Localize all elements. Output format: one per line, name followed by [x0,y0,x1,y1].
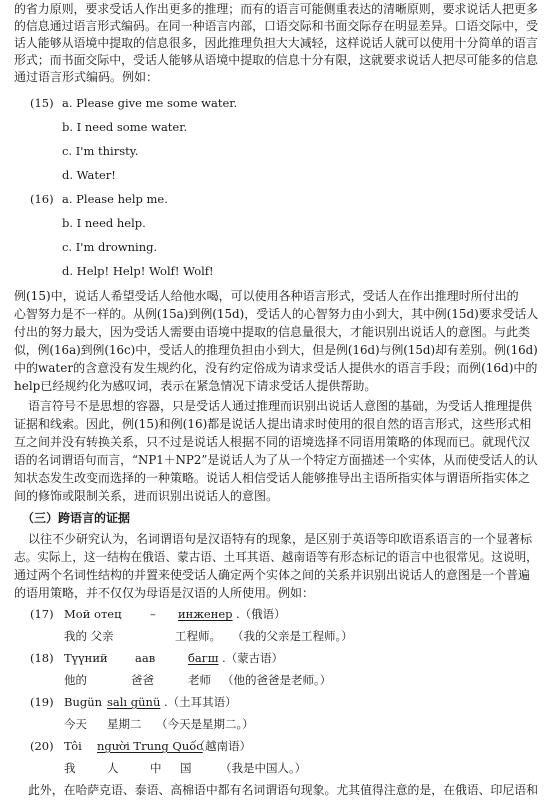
example-item: d. Help! Help! Wolf! Wolf! [62,264,214,278]
text-line: 通过两个名词性结构的并置来使受话人确定两个实体之间的关系并识别出说话人的意图是一个普遍 [14,568,531,582]
example-item: c. I'm drowning. [62,240,158,254]
foreign-word: аав [135,651,156,665]
text-line: 语言符号不是思想的容器，只是受话人通过推理而识别出说话人意图的基础，为受话人推理提供 [28,399,533,413]
gloss: 人 [107,761,119,775]
text-line: 通过语言形式编码。例如： [14,70,159,84]
example-item: c. I'm thirsty. [62,144,139,158]
language-label: .（土耳其语） [164,695,237,709]
text-line: 志。实际上，这一结构在俄语、蒙古语、土耳其语、越南语等有形态标记的语言中也很常见。这说明， [14,550,538,564]
text-line: 知状态发生改变而选择的一种策略。说话人相信受话人能够推导出主语所指实体与谓语所指实体之 [14,471,531,485]
section-heading: （三）跨语言的证据 [22,511,131,525]
foreign-word: người Trung Quốc [97,739,203,753]
example-number: (17) [30,607,54,621]
gloss: 我 [64,761,76,775]
example-number: (18) [30,651,54,665]
language-label: .（蒙古语） [222,651,284,665]
text-line: 例(15)中，说话人希望受话人给他水喝，可以使用各种语言形式，受话人在作出推理时所付出的 [14,289,519,303]
language-label: .（俄语） [236,607,286,621]
example-number: (15) [30,96,54,110]
example-number: (20) [30,739,54,753]
text-line: 话人能够从语境中提取的信息很多，因此推理负担大大减轻，这样说话人就可以使用十分简单的语言 [14,36,538,50]
gloss: 今天 [64,717,87,731]
foreign-word: Мой отец [64,607,122,621]
text-line: 的省力原则，要求受话人作出更多的推理；而有的语言可能侧重表达的清晰原则，要求说话人把更多 [14,2,538,16]
example-item: b. I need help. [62,216,146,230]
foreign-word: инженер [178,607,233,621]
text-line: 似，例(16a)到例(16c)中，受话人的推理负担由小到大，但是例(16d)与例(15d)却有差别。例(16d) [14,343,538,357]
text-line: 心智努力是不一样的。从例(15a)到例(15d)，受话人的心智努力由小到大，其中例(15d)要求受话人 [14,307,539,321]
text-line: 付出的努力最大，因为受话人需要由语境中提取的信息量很大，才能识别出说话人的意图。与此类 [14,325,531,339]
text-line: 证据和线索。因此，例(15)和例(16)都是说话人提出请求时使用的很自然的语言形式，这些形式相 [14,417,532,431]
gloss: 星期二 [107,717,142,731]
text-line: 的信息通过语言形式编码。在同一种语言内部，口语交际和书面交际存在明显差异。口语交际中，受 [14,19,538,33]
translation: （我的父亲是工程师。） [232,629,353,643]
example-item: b. I need some water. [62,120,188,134]
foreign-word: Түүний [64,651,108,665]
gloss: 我的 父亲 [64,629,114,643]
foreign-word: – [150,607,156,621]
gloss: 老师 [188,673,211,687]
text-line: 的语用策略，并不仅仅为母语是汉语的人所使用。例如： [14,586,315,600]
translation: （今天是星期二。） [156,717,254,731]
text-line: 语的名词谓语句而言，“NP1＋NP2”是说话人为了从一个特定方面描述一个实体，从而使受话人的认 [14,453,538,467]
example-number: (19) [30,695,54,709]
foreign-word: багш [188,651,219,665]
text-line: 以往不少研究认为，名词谓语句是汉语特有的现象，是区别于英语等印欧语系语言的一个显著标 [28,532,533,546]
foreign-word: Bugün [64,695,103,709]
foreign-word: Tôi [64,739,82,753]
gloss: 中 [150,761,162,775]
text-line: 中的water的含意没有发生规约化，没有约定俗成为请求受话人提供水的语言手段；而例(16d)中的 [14,361,538,375]
text-line: help已经规约化为感叹词，表示在紧急情况下请求受话人提供帮助。 [14,379,377,393]
foreign-word: salı günü [107,695,161,709]
language-label: .（越南语） [190,739,252,753]
example-item: d. Water! [62,168,116,182]
text-line: 间的修饰或限制关系，进而识别出说话人的意图。 [14,489,279,503]
gloss: 他的 [64,673,87,687]
gloss: 国 [180,761,192,775]
example-number: (16) [30,192,54,206]
example-item: a. Please help me. [62,192,168,206]
text-line: 此外，在哈萨克语、泰语、高棉语中都有名词谓语句现象。尤其值得注意的是，在俄语、印尼语和 [28,783,538,797]
text-line: 形式；而书面交际中，受话人能够从语境中提取的信息十分有限，这就要求说话人把尽可能多的信息 [14,53,538,67]
example-item: a. Please give me some water. [62,96,238,110]
translation: （我是中国人。） [220,761,307,775]
text-line: 互之间并没有转换关系，只不过是说话人根据不同的语境选择不同语用策略的体现而已。就现代汉 [14,435,531,449]
gloss: 爸爸 [131,673,154,687]
translation: （他的爸爸是老师。） [222,673,332,687]
gloss: 工程师。 [175,629,221,643]
